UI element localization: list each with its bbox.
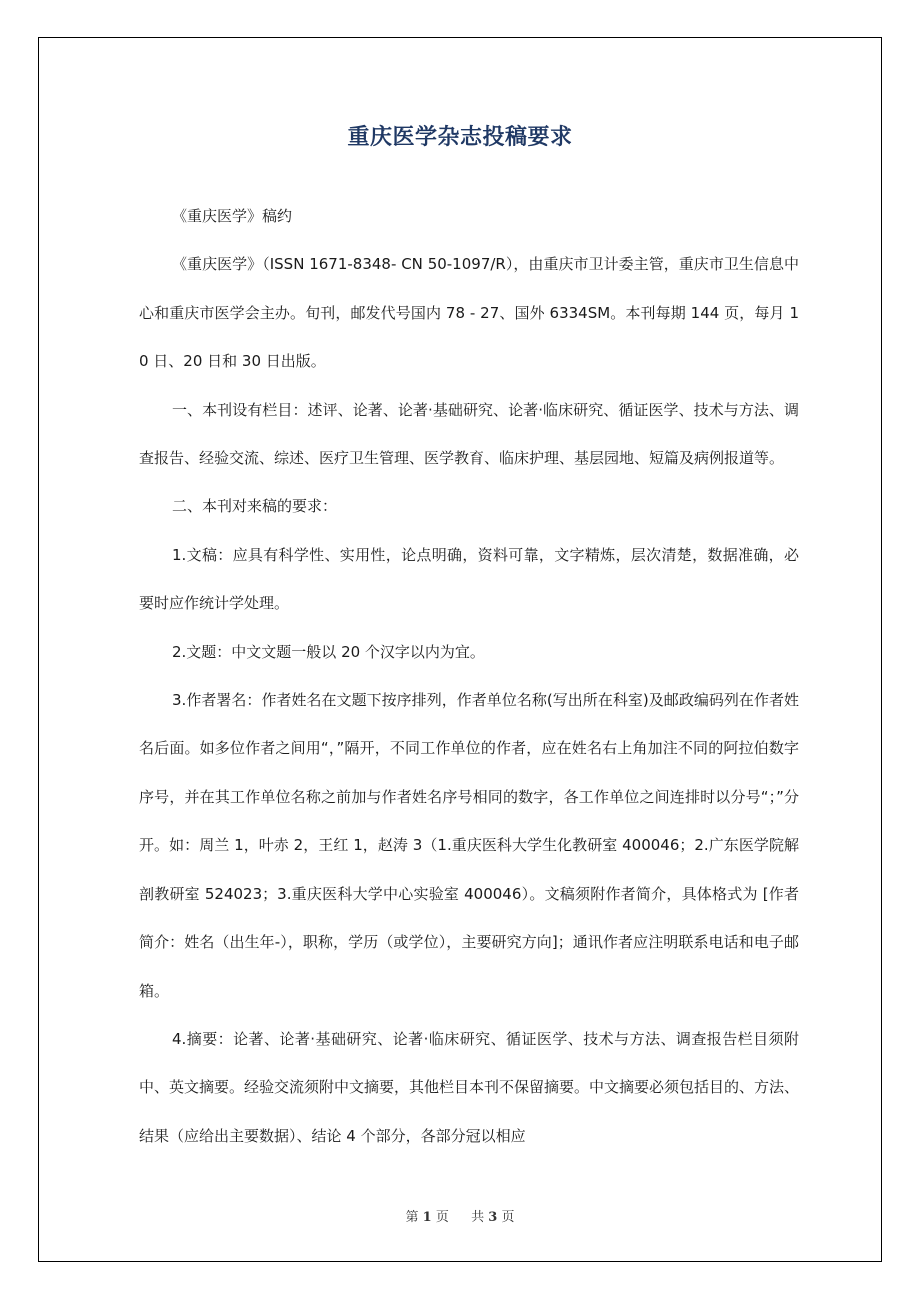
footer-total-prefix: 共	[471, 1210, 485, 1225]
footer-page-suffix: 页	[435, 1210, 449, 1225]
paragraph-intro: 《重庆医学》（ISSN 1671-8348- CN 50-1097/R），由重庆市卫计委主管，重庆市卫生信息中心和重庆市医学会主办。旬刊，邮发代号国内 78 - 27、国外 6334SM。本刊每期 144 页，每月 10 日、20 日和 30 日出版。	[139, 255, 799, 371]
paragraph-manuscript: 1.文稿：应具有科学性、实用性，论点明确，资料可靠，文字精炼，层次清楚，数据准确，必要时应作统计学处理。	[139, 545, 799, 613]
paragraph-authors: 3.作者署名：作者姓名在文题下按序排列，作者单位名称(写出所在科室)及邮政编码列在作者姓名后面。如多位作者之间用“，”隔开，不同工作单位的作者，应在姓名右上角加注不同的阿拉伯数字序号，并在其工作单位名称之前加与作者姓名序号相同的数字，各工作单位之间连排时以分号“；”分开。如：周兰 1，叶赤 2，王红 1，赵涛 3（1.重庆医科大学生化教研室 400046；2.广东医学院解剖教研室 524023；3.重庆医科大学中心实验室 400046）。文稿须附作者简介，具体格式为 [作者简介：姓名（出生年-），职称，学历（或学位），主要研究方向]；通讯作者应注明联系电话和电子邮箱。	[139, 691, 799, 1000]
document-body	[139, 192, 799, 1160]
page-footer	[0, 1206, 920, 1225]
footer-page-total: 3	[488, 1210, 498, 1225]
paragraph-abstract: 4.摘要：论著、论著·基础研究、论著·临床研究、循证医学、技术与方法、调查报告栏目须附中、英文摘要。经验交流须附中文摘要，其他栏目本刊不保留摘要。中文摘要必须包括目的、方法、结果（应给出主要数据）、结论 4 个部分，各部分冠以相应	[139, 1029, 800, 1145]
paragraph-header: 《重庆医学》稿约	[172, 207, 293, 225]
footer-page-prefix: 第	[405, 1210, 419, 1225]
paragraph-columns: 一、本刊设有栏目：述评、论著、论著·基础研究、论著·临床研究、循证医学、技术与方法、调查报告、经验交流、综述、医疗卫生管理、医学教育、临床护理、基层园地、短篇及病例报道等。	[139, 400, 799, 468]
footer-page-current: 1	[422, 1210, 432, 1225]
paragraph-title-rule: 2.文题：中文文题一般以 20 个汉字以内为宜。	[172, 642, 485, 661]
paragraph-requirements-heading: 二、本刊对来稿的要求：	[172, 497, 338, 516]
footer-total-suffix: 页	[501, 1210, 515, 1225]
document-title: 重庆医学杂志投稿要求	[347, 125, 573, 150]
